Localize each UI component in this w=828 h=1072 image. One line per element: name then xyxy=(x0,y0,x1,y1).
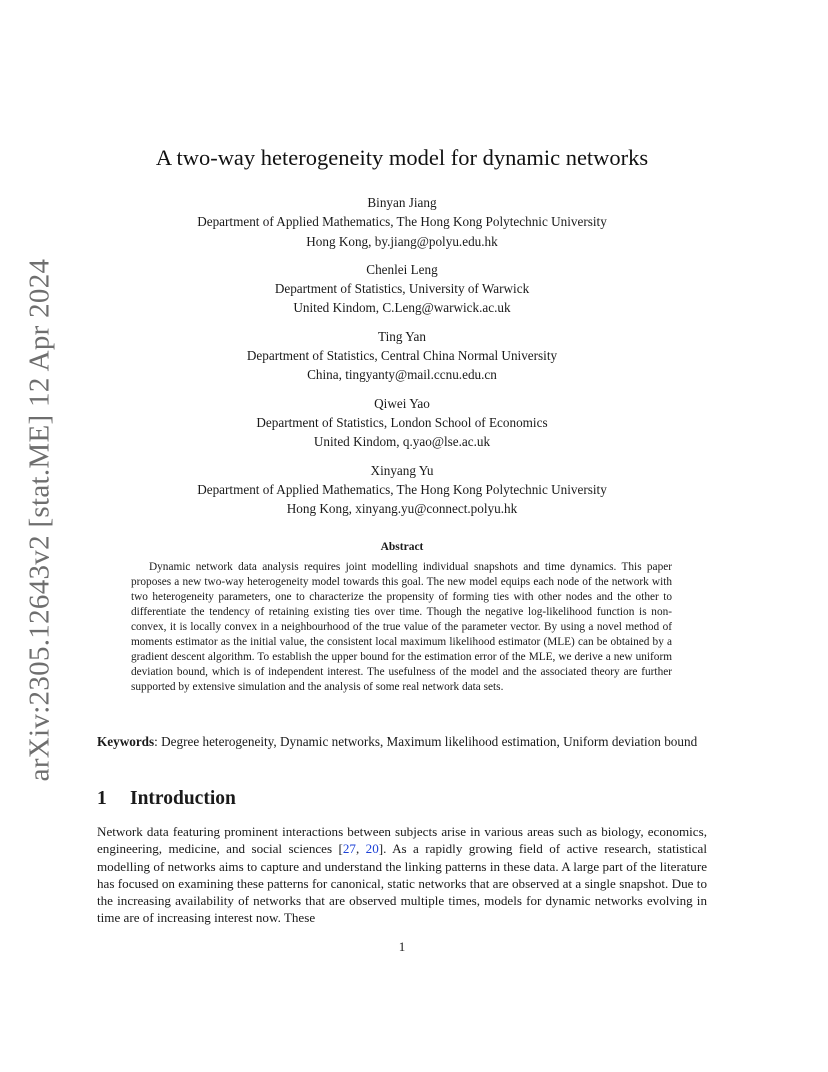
author-affiliation: Department of Applied Mathematics, The Hong Kong Polytechnic University xyxy=(197,481,607,497)
citation-link[interactable]: 27 xyxy=(342,841,356,857)
page-number: 1 xyxy=(398,939,406,954)
keywords xyxy=(97,733,706,751)
keywords-label: Keywords xyxy=(97,734,155,749)
arxiv-identifier[interactable]: arXiv:2305.12643v2 [stat.ME] 12 Apr 2024 xyxy=(23,258,56,782)
author-block xyxy=(0,193,804,251)
section-number: 1 xyxy=(97,788,107,809)
intro-paragraph xyxy=(97,823,707,927)
abstract-heading: Abstract xyxy=(380,541,424,553)
citation-link[interactable]: 20 xyxy=(365,841,379,857)
author-block xyxy=(0,461,804,519)
author-name: Ting Yan xyxy=(378,328,426,344)
author-name: Chenlei Leng xyxy=(366,261,438,277)
author-contact: China, tingyanty@mail.ccnu.edu.cn xyxy=(307,367,497,383)
author-contact: United Kindom, C.Leng@warwick.ac.uk xyxy=(293,300,511,316)
author-name: Xinyang Yu xyxy=(370,462,434,478)
author-name: Qiwei Yao xyxy=(374,395,430,411)
paper-title: A two-way heterogeneity model for dynamic networks xyxy=(155,145,649,170)
author-name: Binyan Jiang xyxy=(367,195,437,210)
abstract-text: Dynamic network data analysis requires joint modelling individual snapshots and time dynamics. This paper proposes a new two-way heterogeneity model towards this goal. The new model equips each node of the network with two heterogeneity parameters, one to characterize the propensity of forming ties with other nodes and the other to differentiate the tendency of retaining existing ties over time. Though the negative log-likelihood function is non-convex, it is locally convex in a neighbourhood of the true value of the parameter vector. By using a novel method of moments estimator as the initial value, the consistent local maximum likelihood estimator (MLE) can be obtained by a gradient descent algorithm. To establish the upper bound for the estimation error of the MLE, we derive a new uniform deviation bound, which is of independent interest. The usefulness of the model and the associated theory are further supported by extensive simulation and the analysis of some real network data sets. xyxy=(131,561,672,693)
author-list xyxy=(0,193,804,527)
author-contact: Hong Kong, xinyang.yu@connect.polyu.hk xyxy=(286,501,518,517)
author-contact: United Kindom, q.yao@lse.ac.uk xyxy=(313,434,491,450)
author-block xyxy=(0,260,804,318)
author-affiliation: Department of Statistics, London School of Economics xyxy=(256,414,548,430)
author-affiliation: Department of Statistics, University of Warwick xyxy=(274,281,530,297)
paragraph-text: ]. As a rapidly growing field of active research, statistical modelling of networks aims to capture and understand the linking patterns in these data. A large part of the literature has focused on examining these patterns for canonical, static networks that are observed at a single snapshot. Due to the increasing availability of networks that are observed multiple times, models for dynamic networks evolving in time are of increasing interest now. These xyxy=(97,841,708,926)
paragraph-text: Network data featuring prominent interactions between subjects arise in various areas such as biology, economics, engineering, medicine, and social sciences [ xyxy=(97,824,707,857)
section-heading xyxy=(97,788,236,810)
section-title: Introduction xyxy=(130,788,236,809)
author-contact: Hong Kong, by.jiang@polyu.edu.hk xyxy=(306,233,498,249)
citation-separator: , xyxy=(355,841,366,857)
author-block xyxy=(0,394,804,452)
author-block xyxy=(0,327,804,385)
keywords-text: : Degree heterogeneity, Dynamic networks, Maximum likelihood estimation, Uniform deviation bound xyxy=(154,734,698,749)
author-affiliation: Department of Applied Mathematics, The Hong Kong Polytechnic University xyxy=(197,214,607,230)
author-affiliation: Department of Statistics, Central China Normal University xyxy=(246,348,558,364)
